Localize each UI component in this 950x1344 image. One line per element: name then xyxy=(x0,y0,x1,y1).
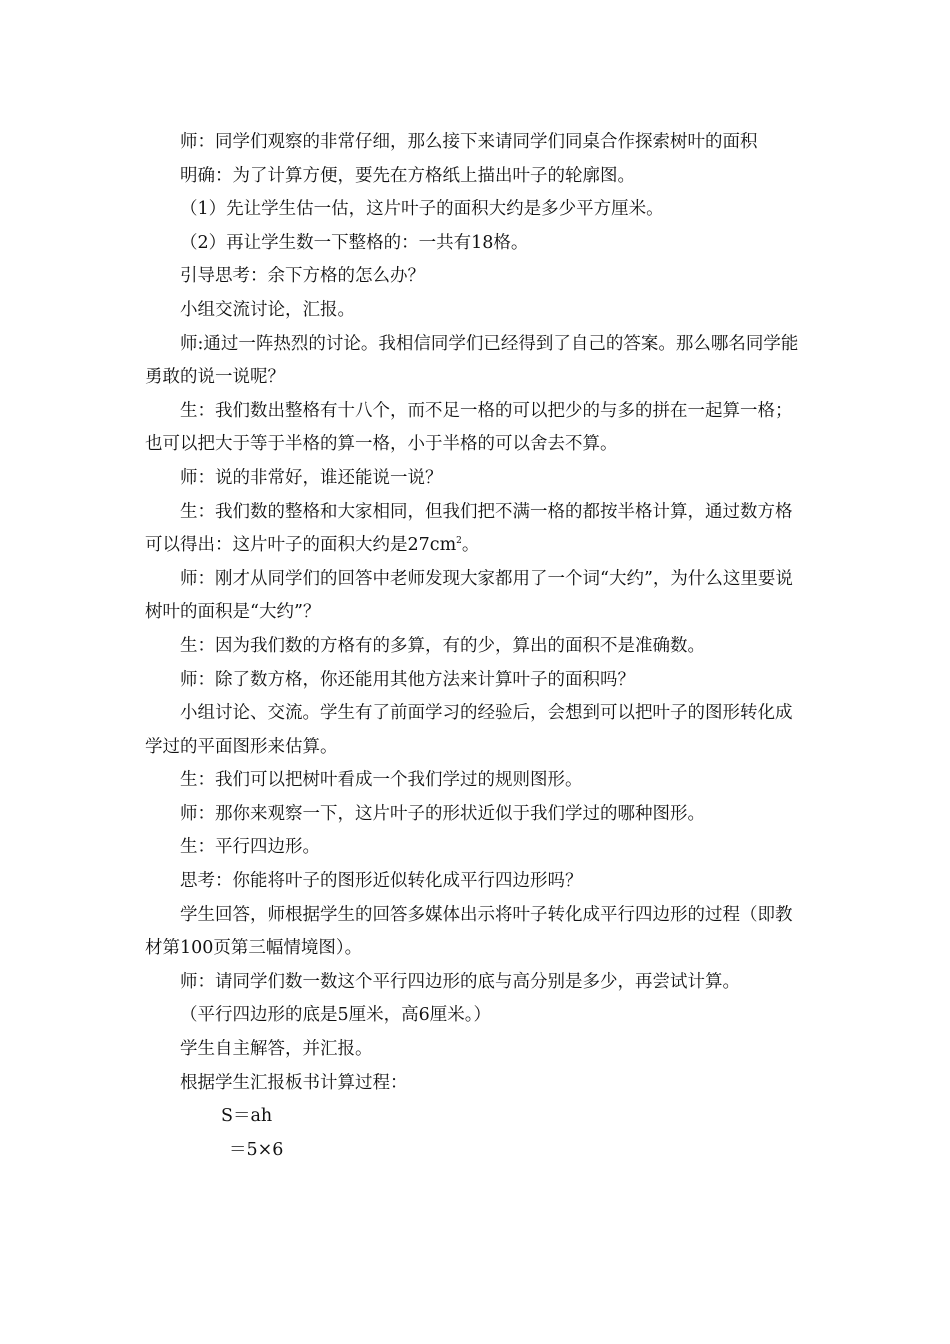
paragraph: 小组讨论、交流。学生有了前面学习的经验后，会想到可以把叶子的图形转化成学过的平面图形来估算。 xyxy=(145,703,793,757)
paragraph: （2）再让学生数一下整格的：一共有18格。 xyxy=(180,232,529,253)
paragraph: 明确：为了计算方便，要先在方格纸上描出叶子的轮廓图。 xyxy=(180,165,635,186)
paragraph: 学生回答，师根据学生的回答多媒体出示将叶子转化成平行四边形的过程（即教材第100页第三幅情境图）。 xyxy=(145,904,793,959)
paragraph: 小组交流讨论，汇报。 xyxy=(180,299,355,320)
paragraph: 学生自主解答，并汇报。 xyxy=(180,1039,373,1060)
paragraph: （平行四边形的底是5厘米，高6厘米。） xyxy=(180,1005,492,1026)
superscript: 2 xyxy=(456,536,462,547)
formula-line: ＝5×6 xyxy=(229,1139,284,1160)
paragraph: 师：说的非常好，谁还能说一说？ xyxy=(180,467,443,488)
formula-line: S＝ah xyxy=(221,1106,273,1127)
paragraph: 师：刚才从同学们的回答中老师发现大家都用了一个词“大约”，为什么这里要说树叶的面积是“大约”？ xyxy=(145,568,793,623)
lesson-body xyxy=(145,126,805,1167)
paragraph: 引导思考：余下方格的怎么办？ xyxy=(180,266,425,287)
paragraph-area-answer xyxy=(145,496,805,563)
paragraph: 生：平行四边形。 xyxy=(180,837,320,858)
paragraph: 师：同学们观察的非常仔细，那么接下来请同学们同桌合作探索树叶的面积 xyxy=(180,132,758,152)
paragraph: 师：除了数方格，你还能用其他方法来计算叶子的面积吗？ xyxy=(180,669,635,690)
paragraph: 师:通过一阵热烈的讨论。我相信同学们已经得到了自己的答案。那么哪名同学能勇敢的说一说呢？ xyxy=(145,333,799,388)
paragraph: （1）先让学生估一估，这片叶子的面积大约是多少平方厘米。 xyxy=(180,199,664,220)
paragraph: 师：请同学们数一数这个平行四边形的底与高分别是多少，再尝试计算。 xyxy=(180,971,740,992)
paragraph: 生：我们数出整格有十八个，而不足一格的可以把少的与多的拼在一起算一格；也可以把大于等于半格的算一格，小于半格的可以舍去不算。 xyxy=(145,400,793,455)
paragraph: 生：我们可以把树叶看成一个我们学过的规则图形。 xyxy=(180,770,583,791)
paragraph: 师：那你来观察一下，这片叶子的形状近似于我们学过的哪种图形。 xyxy=(180,803,705,824)
paragraph-suffix: 。 xyxy=(461,535,480,556)
paragraph: 生：因为我们数的方格有的多算，有的少，算出的面积不是准确数。 xyxy=(180,635,705,656)
paragraph-text: 生：我们数的整格和大家相同，但我们把不满一格的都按半格计算，通过数方格可以得出：这片叶子的面积大约是27cm xyxy=(145,501,793,556)
paragraph: 思考：你能将叶子的图形近似转化成平行四边形吗？ xyxy=(180,871,583,892)
paragraph: 根据学生汇报板书计算过程： xyxy=(180,1072,408,1093)
